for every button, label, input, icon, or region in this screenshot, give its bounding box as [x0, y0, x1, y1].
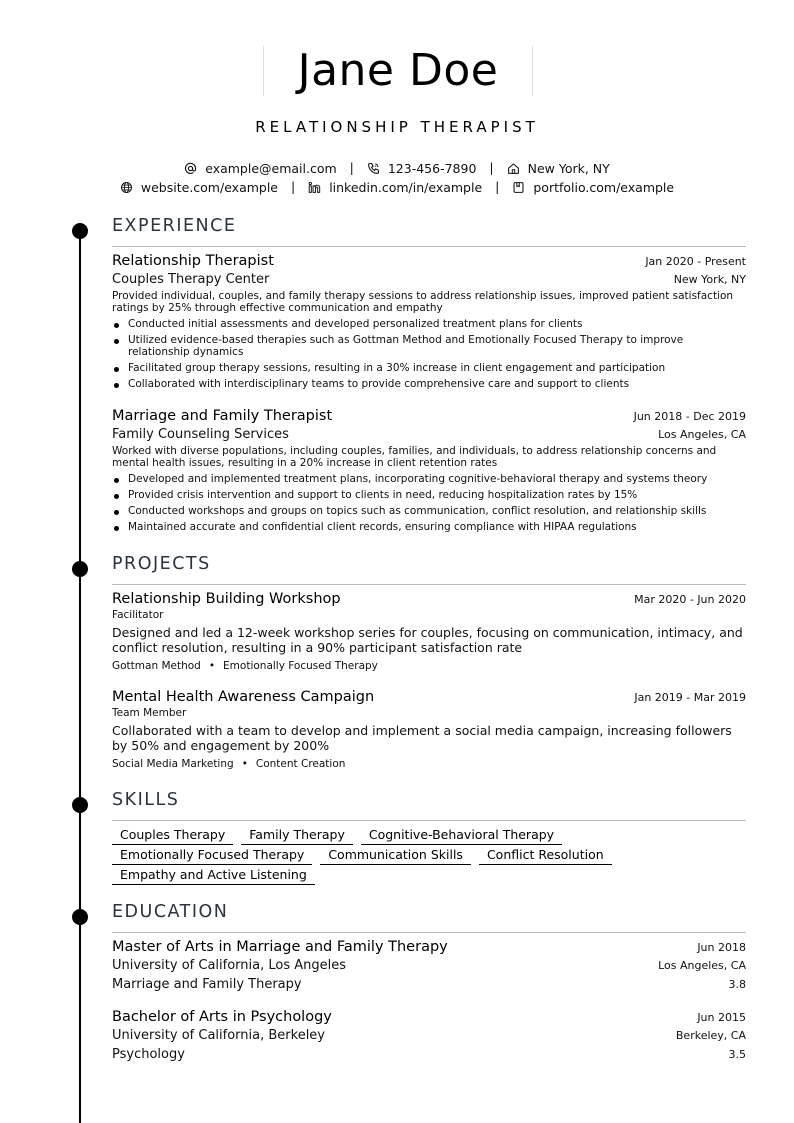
job-bullet: Conducted initial assessments and developed personalized treatment plans for clients	[112, 318, 746, 330]
project-tags: Social Media Marketing • Content Creation	[112, 758, 346, 770]
location-text: New York, NY	[527, 161, 610, 176]
skill-chip: Empathy and Active Listening	[112, 867, 315, 885]
education-date: Jun 2018	[697, 941, 746, 954]
skill-chip: Conflict Resolution	[479, 847, 612, 865]
skill-chip: Couples Therapy	[112, 827, 233, 845]
section-divider	[112, 246, 746, 247]
job-title: Relationship Therapist	[112, 253, 274, 269]
project-dates: Jan 2019 - Mar 2019	[634, 691, 746, 704]
phone-icon	[367, 162, 380, 175]
timeline-dot-education	[72, 909, 88, 925]
job-summary: Worked with diverse populations, including couples, families, and individuals, to address relationship concerns and mental health issues, resulting in a 20% increase in client retention rates	[112, 445, 717, 469]
degree: Master of Arts in Marriage and Family Therapy	[112, 939, 448, 955]
project-dates: Mar 2020 - Jun 2020	[634, 593, 746, 606]
school: University of California, Berkeley	[112, 1028, 325, 1043]
job-org: Family Counseling Services	[112, 427, 289, 442]
job-bullet: Utilized evidence-based therapies such as Gottman Method and Emotionally Focused Therapy to improve relationship dynamics	[112, 334, 746, 358]
job-dates: Jun 2018 - Dec 2019	[633, 410, 746, 423]
education-entry	[112, 939, 746, 996]
timeline-line	[79, 226, 81, 1123]
education-location: Los Angeles, CA	[658, 959, 746, 972]
separator: |	[489, 160, 494, 175]
section-divider	[112, 820, 746, 821]
phone-text: 123-456-7890	[387, 161, 477, 176]
section-title-experience: EXPERIENCE	[112, 216, 237, 236]
portfolio-contact[interactable]	[512, 180, 674, 195]
website-contact[interactable]	[120, 180, 278, 195]
project-role: Team Member	[112, 707, 187, 719]
contact-row-1	[0, 160, 794, 176]
skill-chip: Emotionally Focused Therapy	[112, 847, 312, 865]
project-description: Designed and led a 12-week workshop series for couples, focusing on communication, intimacy, and conflict resolution, resulting in a 90% participant satisfaction rate	[112, 625, 743, 655]
resume-title: RELATIONSHIP THERAPIST	[255, 118, 539, 136]
section-title-skills: SKILLS	[112, 790, 180, 810]
linkedin-text: linkedin.com/in/example	[329, 180, 483, 195]
project-entry	[112, 689, 746, 770]
project-title: Relationship Building Workshop	[112, 591, 341, 607]
project-entry	[112, 591, 746, 672]
project-description: Collaborated with a team to develop and implement a social media campaign, increasing followers by 50% and engagement by 200%	[112, 723, 732, 753]
job-bullets	[112, 473, 746, 533]
job-bullet: Collaborated with interdisciplinary teams to provide comprehensive care and support to clients	[112, 378, 746, 390]
section-title-education: EDUCATION	[112, 902, 229, 922]
section-divider	[112, 584, 746, 585]
education-entry	[112, 1009, 746, 1066]
project-role: Facilitator	[112, 609, 164, 621]
name-box	[263, 46, 533, 96]
timeline-dot-skills	[72, 797, 88, 813]
linkedin-icon	[308, 181, 321, 194]
job-dates: Jan 2020 - Present	[645, 255, 746, 268]
job-bullet: Maintained accurate and confidential client records, ensuring compliance with HIPAA regulations	[112, 521, 746, 533]
gpa: 3.8	[728, 978, 746, 991]
linkedin-contact[interactable]	[308, 180, 482, 195]
education-location: Berkeley, CA	[675, 1029, 746, 1042]
job-title: Marriage and Family Therapist	[112, 408, 333, 424]
job-summary: Provided individual, couples, and family therapy sessions to address relationship issues, improved patient satisfaction ratings by 25% through effective communication and empathy	[112, 290, 734, 314]
job-org: Couples Therapy Center	[112, 272, 270, 287]
job-bullet: Conducted workshops and groups on topics such as communication, conflict resolution, and relationship skills	[112, 505, 746, 517]
education-date: Jun 2015	[697, 1011, 746, 1024]
resume-name: Jane Doe	[297, 45, 499, 96]
field-of-study: Marriage and Family Therapy	[112, 977, 302, 992]
email-contact[interactable]	[184, 161, 336, 176]
skills-list	[112, 827, 746, 887]
project-title: Mental Health Awareness Campaign	[112, 689, 375, 705]
location-contact	[507, 161, 610, 176]
field-of-study: Psychology	[112, 1047, 185, 1062]
project-tag: Gottman Method	[112, 660, 201, 672]
experience-entry	[112, 253, 746, 394]
school: University of California, Los Angeles	[112, 958, 347, 973]
job-bullet: Facilitated group therapy sessions, resulting in a 30% increase in client engagement and participation	[112, 362, 746, 374]
job-bullet: Provided crisis intervention and support to clients in need, reducing hospitalization rates by 15%	[112, 489, 746, 501]
job-location: Los Angeles, CA	[658, 428, 746, 441]
email-text: example@email.com	[205, 161, 337, 176]
portfolio-text: portfolio.com/example	[533, 180, 675, 195]
timeline-dot-experience	[72, 223, 88, 239]
gpa: 3.5	[728, 1048, 746, 1061]
separator: |	[495, 179, 500, 194]
contact-row-2	[0, 179, 794, 195]
skill-chip: Cognitive-Behavioral Therapy	[361, 827, 562, 845]
section-divider	[112, 932, 746, 933]
skill-chip: Family Therapy	[241, 827, 353, 845]
at-icon	[184, 162, 197, 175]
job-bullet: Developed and implemented treatment plans, incorporating cognitive-behavioral therapy and systems theory	[112, 473, 746, 485]
home-icon	[507, 162, 520, 175]
project-tags: Gottman Method • Emotionally Focused Therapy	[112, 660, 378, 672]
project-tag: Social Media Marketing	[112, 758, 234, 770]
section-title-projects: PROJECTS	[112, 554, 211, 574]
separator: |	[290, 179, 296, 194]
job-location: New York, NY	[673, 273, 746, 286]
globe-icon	[120, 181, 133, 194]
experience-entry	[112, 408, 746, 537]
phone-contact[interactable]	[367, 161, 477, 176]
skill-chip: Communication Skills	[320, 847, 471, 865]
project-tag: Emotionally Focused Therapy	[223, 660, 378, 672]
timeline-dot-projects	[72, 561, 88, 577]
portfolio-icon	[512, 181, 525, 194]
degree: Bachelor of Arts in Psychology	[112, 1009, 332, 1025]
website-text: website.com/example	[140, 180, 278, 195]
job-bullets	[112, 318, 746, 390]
project-tag: Content Creation	[255, 758, 346, 770]
separator: |	[349, 160, 354, 175]
